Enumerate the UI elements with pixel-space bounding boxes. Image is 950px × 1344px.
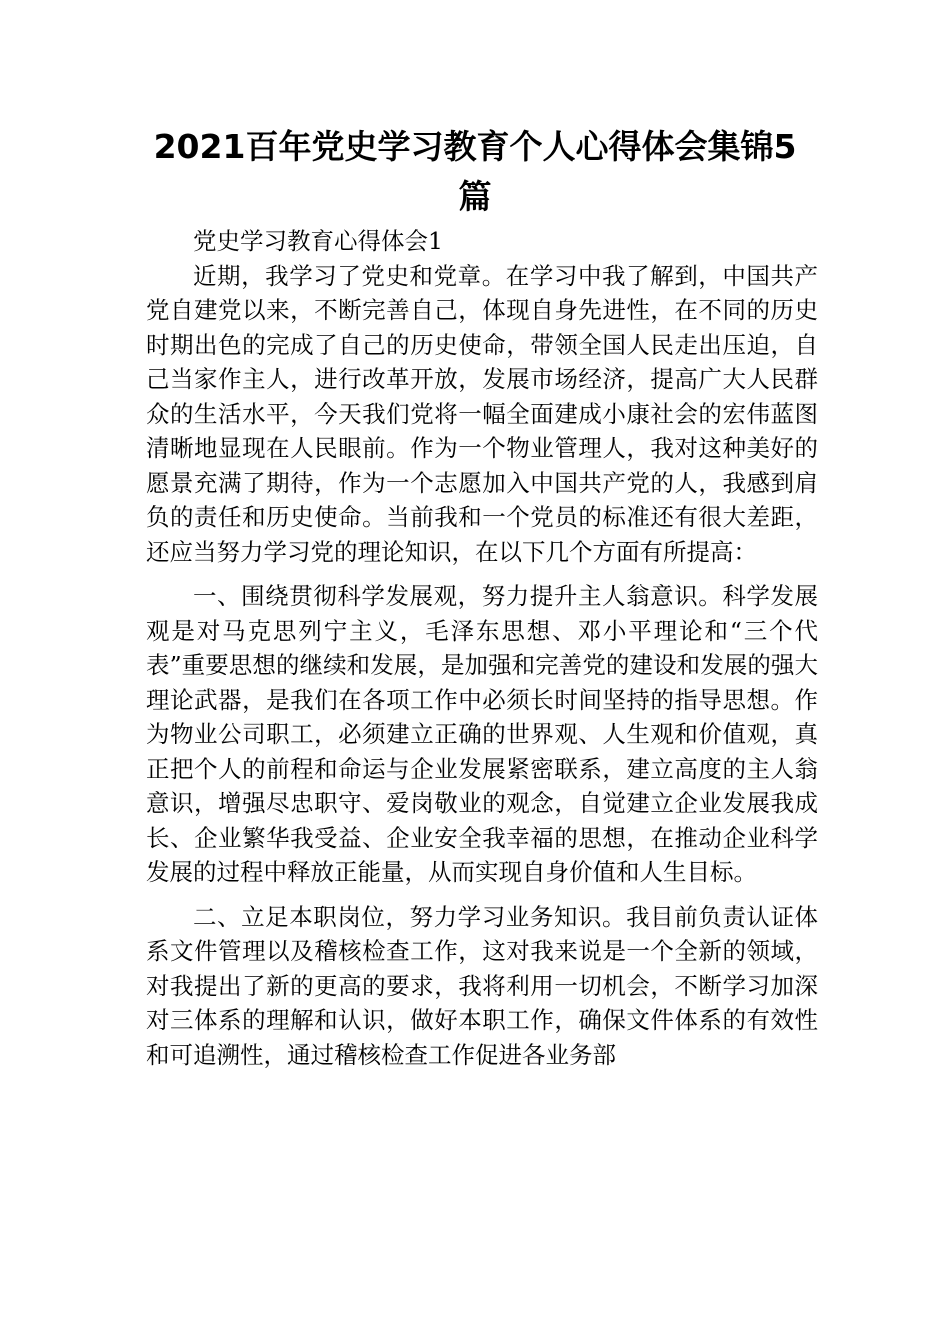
paragraph: 一、围绕贯彻科学发展观，努力提升主人翁意识。科学发展观是对马克思列宁主义，毛泽东思想、邓小平理论和“三个代表”重要思想的继续和发展，是加强和完善党的建设和发展的强大理论武器，是我们在各项工作中必须长时间坚持的指导思想。作为物业公司职工，必须建立正确的世界观、人生观和价值观，真正把个人的前程和命运与企业发展紧密联系，建立高度的主人翁意识，增强尽忠职守、爱岗敬业的观念，自觉建立企业发展我成长、企业繁华我受益、企业安全我幸福的思想，在推动企业科学发展的过程中释放正能量，从而实现自身价值和人生目标。 xyxy=(146,582,818,886)
document-title: 2021百年党史学习教育个人心得体会集锦5篇 xyxy=(153,127,797,216)
paragraph: 近期，我学习了党史和党章。在学习中我了解到，中国共产党自建党以来，不断完善自己，体现自身先进性，在不同的历史时期出色的完成了自己的历史使命，带领全国人民走出压迫，自己当家作主人，进行改革开放，发展市场经济，提高广大人民群众的生活水平，今天我们党将一幅全面建成小康社会的宏伟蓝图清晰地显现在人民眼前。作为一个物业管理人，我对这种美好的愿景充满了期待，作为一个志愿加入中国共产党的人，我感到肩负的责任和历史使命。当前我和一个党员的标准还有很大差距，还应当努力学习党的理论知识，在以下几个方面有所提高： xyxy=(146,261,818,566)
section-heading: 党史学习教育心得体会1 xyxy=(193,227,443,255)
document-body xyxy=(146,224,818,1072)
paragraph: 二、立足本职岗位，努力学习业务知识。我目前负责认证体系文件管理以及稽核检查工作，这对我来说是一个全新的领域，对我提出了新的更高的要求，我将利用一切机会，不断学习加深对三体系的理解和认识，做好本职工作，确保文件体系的有效性和可追溯性，通过稽核检查工作促进各业务部 xyxy=(146,902,818,1069)
